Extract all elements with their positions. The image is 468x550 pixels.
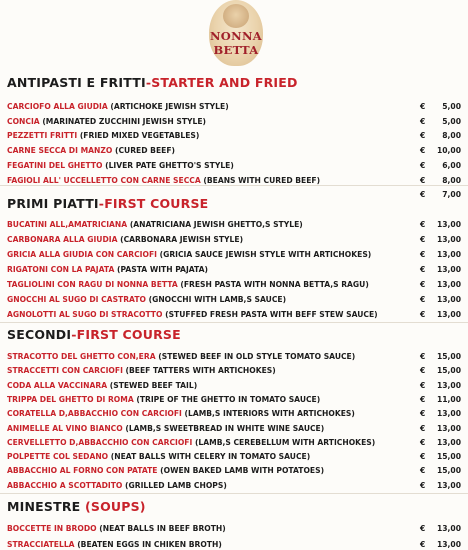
menu-item-row: [0, 293, 468, 306]
section-title-en: (SOUPS): [84, 499, 146, 514]
section-title-it: ANTIPASTI E FRITTI: [7, 75, 146, 90]
currency-symbol: €: [420, 380, 426, 390]
price: 15,00: [436, 366, 461, 376]
price: 13,00: [436, 310, 461, 319]
dish-name-it: CERVELLETTO D,ABBACCHIO CON CARCIOFI: [7, 437, 193, 447]
section-divider: [0, 185, 468, 186]
currency-symbol: €: [420, 175, 426, 185]
menu-item-row: [0, 100, 468, 113]
price: 13,00: [436, 437, 461, 447]
menu-item-row: [0, 393, 468, 406]
dish-name-it: ABBACCHIO A SCOTTADITO: [7, 480, 123, 490]
currency-symbol: €: [420, 310, 426, 319]
menu-item-name: [7, 248, 371, 261]
menu-item-row: [0, 350, 468, 363]
dish-name-it: GNOCCHI AL SUGO DI CASTRATO: [7, 295, 146, 304]
menu-item-name: [7, 100, 229, 113]
currency-symbol: €: [420, 116, 426, 126]
price: 15,00: [436, 452, 461, 462]
menu-item-name: [7, 129, 199, 142]
price: 11,00: [436, 394, 461, 404]
menu-item-name: [7, 144, 175, 157]
section-title-it: PRIMI PIATTI: [7, 196, 99, 211]
dish-description-en: (ARTICHOKE JEWISH STYLE): [107, 102, 229, 111]
dish-name-it: CONCIA: [7, 116, 40, 126]
dish-description-en: (LAMB,S SWEETBREAD IN WHITE WINE SAUCE): [122, 423, 325, 433]
price: 5,00: [442, 116, 461, 126]
dish-description-en: (MARINATED ZUCCHINI JEWISH STYLE): [39, 116, 206, 126]
menu-item-name: [7, 278, 369, 291]
dish-description-en: (PASTA WITH PAJATA): [114, 265, 208, 274]
section-heading-antipasti: ANTIPASTI E FRITTI-STARTER AND FRIED: [7, 75, 298, 90]
dish-name-it: RIGATONI CON LA PAJATA: [7, 265, 115, 274]
logo-line-2: BETTA: [213, 43, 259, 57]
dish-name-it: FAGIOLI ALL' UCCELLETTO CON CARNE SECCA: [7, 175, 201, 185]
dish-name-it: BOCCETTE IN BRODO: [7, 524, 97, 533]
menu-item-row: [0, 263, 468, 276]
currency-symbol: €: [420, 352, 426, 361]
menu-item-name: [7, 393, 320, 406]
dish-name-it: CORATELLA D,ABBACCHIO CON CARCIOFI: [7, 409, 182, 419]
price: 15,00: [436, 352, 461, 361]
menu-item-name: [7, 233, 243, 246]
price: 13,00: [436, 250, 461, 259]
menu-item-row: [0, 479, 468, 492]
currency-symbol: €: [420, 235, 426, 244]
dish-description-en: (STEWED BEEF TAIL): [107, 380, 198, 390]
section-heading-primi: PRIMI PIATTI-FIRST COURSE: [7, 196, 209, 211]
currency-symbol: €: [420, 131, 426, 141]
currency-symbol: €: [420, 437, 426, 447]
dish-name-it: ABBACCHIO AL FORNO CON PATATE: [7, 466, 158, 476]
menu-item-row: [0, 248, 468, 261]
section-heading-secondi: SECONDI-FIRST COURSE: [7, 327, 181, 342]
dish-description-en: (BEEF TATTERS WITH ARTICHOKES): [122, 366, 276, 376]
currency-symbol: €: [420, 190, 426, 200]
price: 13,00: [436, 280, 461, 289]
menu-item-name: [7, 436, 375, 449]
menu-item-name: [7, 379, 197, 392]
price: 6,00: [442, 160, 461, 170]
menu-item-row: [0, 144, 468, 157]
dish-description-en: (NEAT BALLS IN BEEF BROTH): [96, 524, 226, 533]
currency-symbol: €: [420, 466, 426, 476]
dish-description-en: (FRIED MIXED VEGETABLES): [77, 131, 200, 141]
dish-name-it: POLPETTE COL SEDANO: [7, 452, 109, 462]
nonna-betta-logo: [209, 0, 263, 66]
section-divider: [0, 322, 468, 323]
dish-description-en: (ANATRICIANA JEWISH GHETTO,S STYLE): [127, 220, 303, 229]
menu-item-row: [0, 436, 468, 449]
price: 13,00: [436, 380, 461, 390]
dish-name-it: BUCATINI ALL,AMATRICIANA: [7, 220, 128, 229]
menu-item-name: [7, 422, 324, 435]
currency-symbol: €: [420, 220, 426, 229]
menu-item-name: [7, 263, 208, 276]
currency-symbol: €: [420, 409, 426, 419]
menu-item-name: [7, 218, 303, 231]
dish-name-it: TRIPPA DEL GHETTO DI ROMA: [7, 394, 134, 404]
section-divider: [0, 493, 468, 494]
menu-item-name: [7, 159, 234, 172]
dish-description-en: (GNOCCHI WITH LAMB,S SAUCE): [145, 295, 287, 304]
price: 5,00: [442, 102, 461, 111]
menu-item-name: [7, 479, 227, 492]
dish-name-it: CODA ALLA VACCINARA: [7, 380, 108, 390]
currency-symbol: €: [420, 539, 426, 549]
menu-item-name: [7, 350, 355, 363]
dish-description-en: (CARBONARA JEWISH STYLE): [117, 235, 244, 244]
currency-symbol: €: [420, 366, 426, 376]
currency-symbol: €: [420, 394, 426, 404]
currency-symbol: €: [420, 102, 426, 111]
section-title-en: FIRST COURSE: [76, 327, 181, 342]
section-heading-minestre: [7, 499, 146, 514]
currency-symbol: €: [420, 250, 426, 259]
currency-symbol: €: [420, 480, 426, 490]
price: 13,00: [436, 295, 461, 304]
currency-symbol: €: [420, 295, 426, 304]
menu-item-row: [0, 159, 468, 172]
menu-item-row: [0, 422, 468, 435]
section-title-it: SECONDI: [7, 327, 72, 342]
dish-name-it: CARBONARA ALLA GIUDIA: [7, 235, 118, 244]
dish-description-en: (NEAT BALLS WITH CELERY IN TOMATO SAUCE): [108, 452, 311, 462]
currency-symbol: €: [420, 423, 426, 433]
menu-item-row: [0, 538, 468, 550]
dish-name-it: GRICIA ALLA GIUDIA CON CARCIOFI: [7, 250, 157, 259]
currency-symbol: €: [420, 265, 426, 274]
dish-description-en: (LAMB,S INTERIORS WITH ARTICHOKES): [181, 409, 355, 419]
dish-description-en: (CURED BEEF): [112, 146, 175, 156]
menu-item-row: [0, 308, 468, 321]
dish-description-en: (BEATEN EGGS IN CHIKEN BROTH): [74, 539, 222, 549]
dish-description-en: (FRESH PASTA WITH NONNA BETTA,S RAGU): [177, 280, 369, 289]
price: 8,00: [442, 131, 461, 141]
dish-description-en: (OWEN BAKED LAMB WITH POTATOES): [157, 466, 325, 476]
dish-name-it: STRACCETTI CON CARCIOFI: [7, 366, 123, 376]
dish-name-it: CARNE SECCA DI MANZO: [7, 146, 113, 156]
menu-item-name: [7, 522, 226, 535]
price: 13,00: [436, 480, 461, 490]
price: 13,00: [436, 265, 461, 274]
menu-item-name: [7, 115, 206, 128]
price: 13,00: [436, 539, 461, 549]
dish-name-it: AGNOLOTTI AL SUGO DI STRACOTTO: [7, 310, 163, 319]
menu-item-row: [0, 522, 468, 535]
menu-item-row: [0, 218, 468, 231]
portrait-emblem: [223, 4, 249, 28]
currency-symbol: €: [420, 160, 426, 170]
price: 13,00: [436, 235, 461, 244]
menu-item-row: [0, 464, 468, 477]
dish-description-en: (GRILLED LAMB CHOPS): [122, 480, 227, 490]
dish-name-it: STRACCIATELLA: [7, 539, 75, 549]
menu-item-name: [7, 464, 324, 477]
currency-symbol: €: [420, 280, 426, 289]
section-title-it: MINESTRE: [7, 499, 81, 514]
menu-item-name: [7, 407, 355, 420]
price: 15,00: [436, 466, 461, 476]
price: 13,00: [436, 220, 461, 229]
dish-description-en: (TRIPE OF THE GHETTO IN TOMATO SAUCE): [133, 394, 321, 404]
section-title-en: FIRST COURSE: [104, 196, 209, 211]
price: 8,00: [442, 175, 461, 185]
dish-name-it: STRACOTTO DEL GHETTO CON,ERA: [7, 352, 156, 361]
menu-item-row: [0, 450, 468, 463]
dish-description-en: (LIVER PATE GHETTO'S STYLE): [102, 160, 234, 170]
dish-name-it: ANIMELLE AL VINO BIANCO: [7, 423, 123, 433]
menu-item-row: [0, 407, 468, 420]
dish-description-en: (LAMB,S CEREBELLUM WITH ARTICHOKES): [192, 437, 376, 447]
menu-item-name: [7, 538, 222, 550]
price: 13,00: [436, 409, 461, 419]
menu-item-name: [7, 308, 378, 321]
logo-line-1: NONNA: [210, 29, 262, 43]
price: 13,00: [436, 423, 461, 433]
currency-symbol: €: [420, 146, 426, 156]
dish-name-it: PEZZETTI FRITTI: [7, 131, 78, 141]
dish-description-en: (BEANS WITH CURED BEEF): [200, 175, 321, 185]
menu-item-row: [0, 115, 468, 128]
menu-item-row: [0, 278, 468, 291]
section-title-en: STARTER AND FRIED: [151, 75, 298, 90]
dish-description-en: (STUFFED FRESH PASTA WITH BEFF STEW SAUCE): [162, 310, 378, 319]
price: 10,00: [436, 146, 461, 156]
menu-item-name: [7, 364, 276, 377]
currency-symbol: €: [420, 452, 426, 462]
menu-item-name: [7, 450, 310, 463]
dish-name-it: CARCIOFO ALLA GIUDIA: [7, 102, 108, 111]
price: 13,00: [436, 524, 461, 533]
dish-name-it: FEGATINI DEL GHETTO: [7, 160, 103, 170]
menu-item-row: [0, 364, 468, 377]
price: 7,00: [442, 190, 461, 200]
menu-item-row: [0, 129, 468, 142]
dish-name-it: TAGLIOLINI CON RAGU DI NONNA BETTA: [7, 280, 178, 289]
menu-item-name: [7, 293, 286, 306]
dish-description-en: (STEWED BEEF IN OLD STYLE TOMATO SAUCE): [155, 352, 356, 361]
menu-item-row: [0, 233, 468, 246]
currency-symbol: €: [420, 524, 426, 533]
dish-description-en: (GRICIA SAUCE JEWISH STYLE WITH ARTICHOKES): [156, 250, 372, 259]
menu-item-row: [0, 379, 468, 392]
